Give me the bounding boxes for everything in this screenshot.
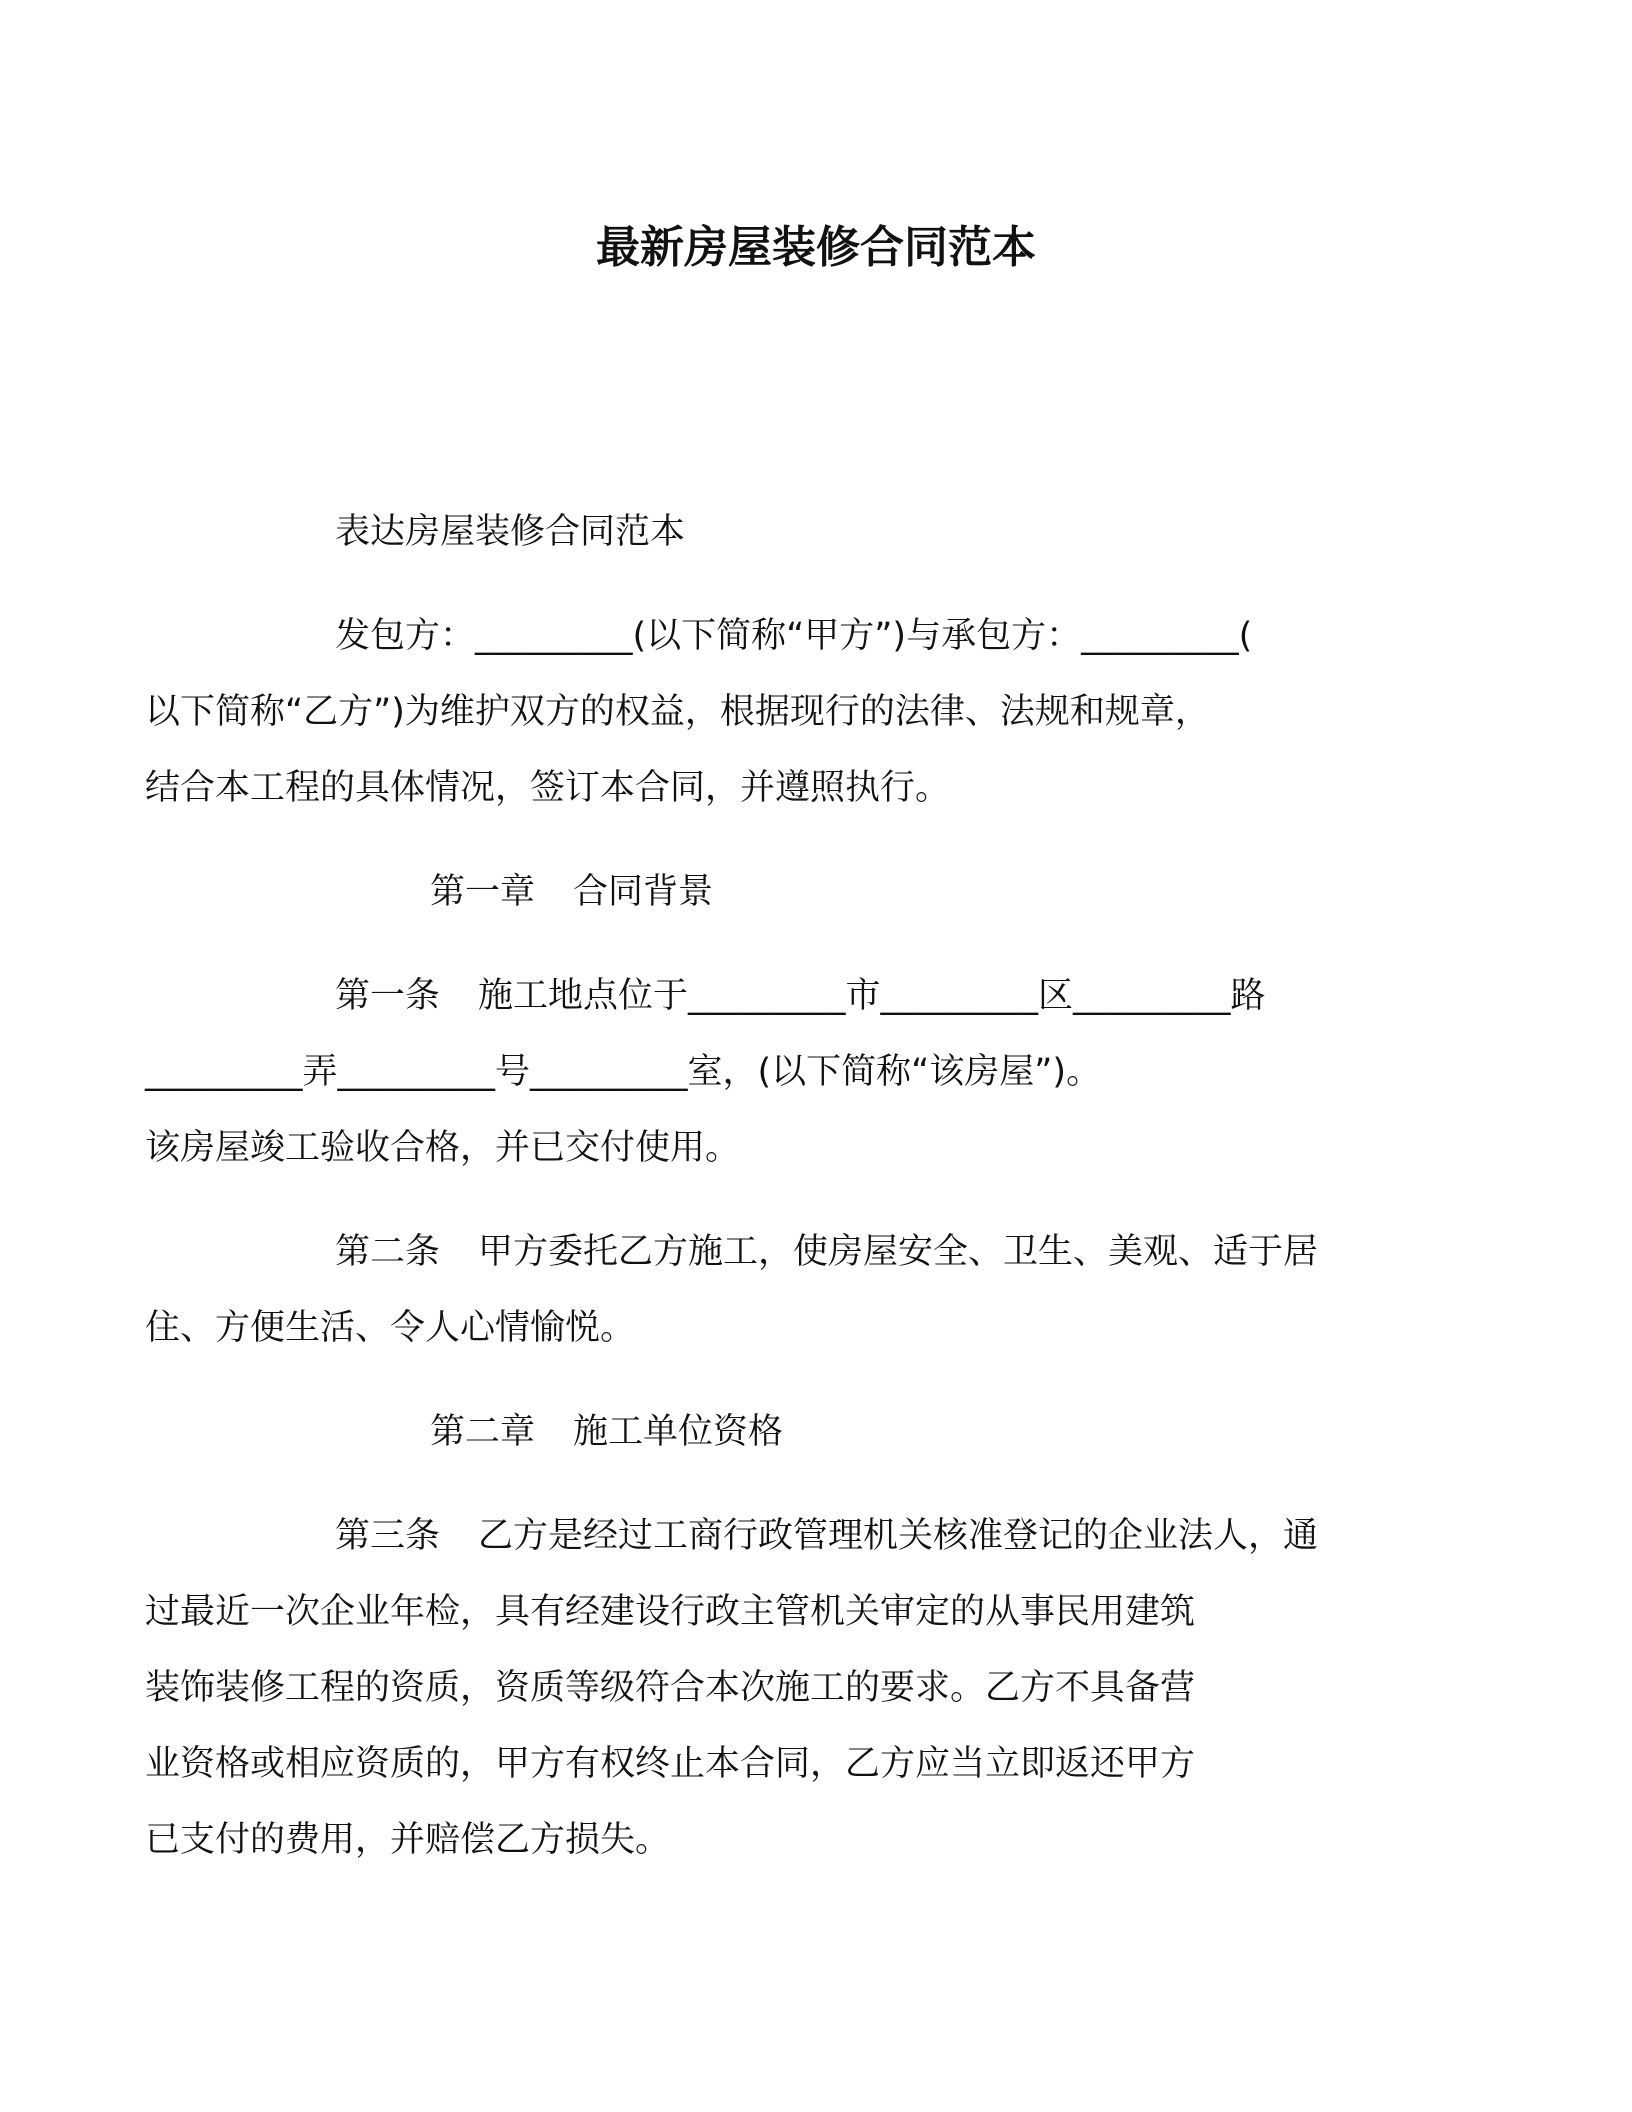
chapter-2-label: 第二章 xyxy=(430,1412,536,1452)
subtitle-paragraph xyxy=(240,494,1390,570)
article-1-line-1: 施工地点位于_________市_________区_________路 xyxy=(478,976,1266,1016)
chapter-1-heading xyxy=(240,854,1390,930)
article-3-paragraph xyxy=(145,1498,1390,1878)
article-3-line-3: 装饰装修工程的资质，资质等级符合本次施工的要求。乙方不具备营 xyxy=(145,1668,1196,1708)
document-title: 最新房屋装修合同范本 xyxy=(596,222,1036,273)
article-3-line-1: 乙方是经过工商行政管理机关核准登记的企业法人，通 xyxy=(478,1516,1319,1556)
intro-line-3: 结合本工程的具体情况，签订本合同，并遵照执行。 xyxy=(145,768,951,808)
chapter-1-title: 合同背景 xyxy=(573,872,714,912)
article-1-paragraph xyxy=(145,958,1390,1186)
chapter-2-heading xyxy=(240,1394,1390,1470)
article-2-line-1: 甲方委托乙方施工，使房屋安全、卫生、美观、适于居 xyxy=(478,1232,1319,1272)
article-1-line-3: 该房屋竣工验收合格，并已交付使用。 xyxy=(145,1128,741,1168)
intro-line-2: 以下简称“乙方”)为维护双方的权益，根据现行的法律、法规和规章， xyxy=(145,692,1210,732)
article-3-line-2: 过最近一次企业年检，具有经建设行政主管机关审定的从事民用建筑 xyxy=(145,1592,1196,1632)
article-1-label: 第一条 xyxy=(335,976,441,1016)
article-3-line-5: 已支付的费用，并赔偿乙方损失。 xyxy=(145,1820,671,1860)
chapter-1-label: 第一章 xyxy=(430,872,536,912)
document-body xyxy=(145,494,1390,1906)
article-3-line-4: 业资格或相应资质的，甲方有权终止本合同，乙方应当立即返还甲方 xyxy=(145,1744,1196,1784)
article-3-label: 第三条 xyxy=(335,1516,441,1556)
article-2-paragraph xyxy=(145,1214,1390,1366)
article-2-line-2: 住、方便生活、令人心情愉悦。 xyxy=(145,1308,636,1348)
intro-paragraph xyxy=(145,598,1390,826)
article-1-line-2: _________弄_________号_________室，(以下简称“该房屋”)。 xyxy=(145,1052,1102,1092)
intro-line-1: 发包方：_________(以下简称“甲方”)与承包方：_________( xyxy=(335,616,1253,656)
article-2-label: 第二条 xyxy=(335,1232,441,1272)
subtitle: 表达房屋装修合同范本 xyxy=(335,512,686,552)
chapter-2-title: 施工单位资格 xyxy=(573,1412,784,1452)
